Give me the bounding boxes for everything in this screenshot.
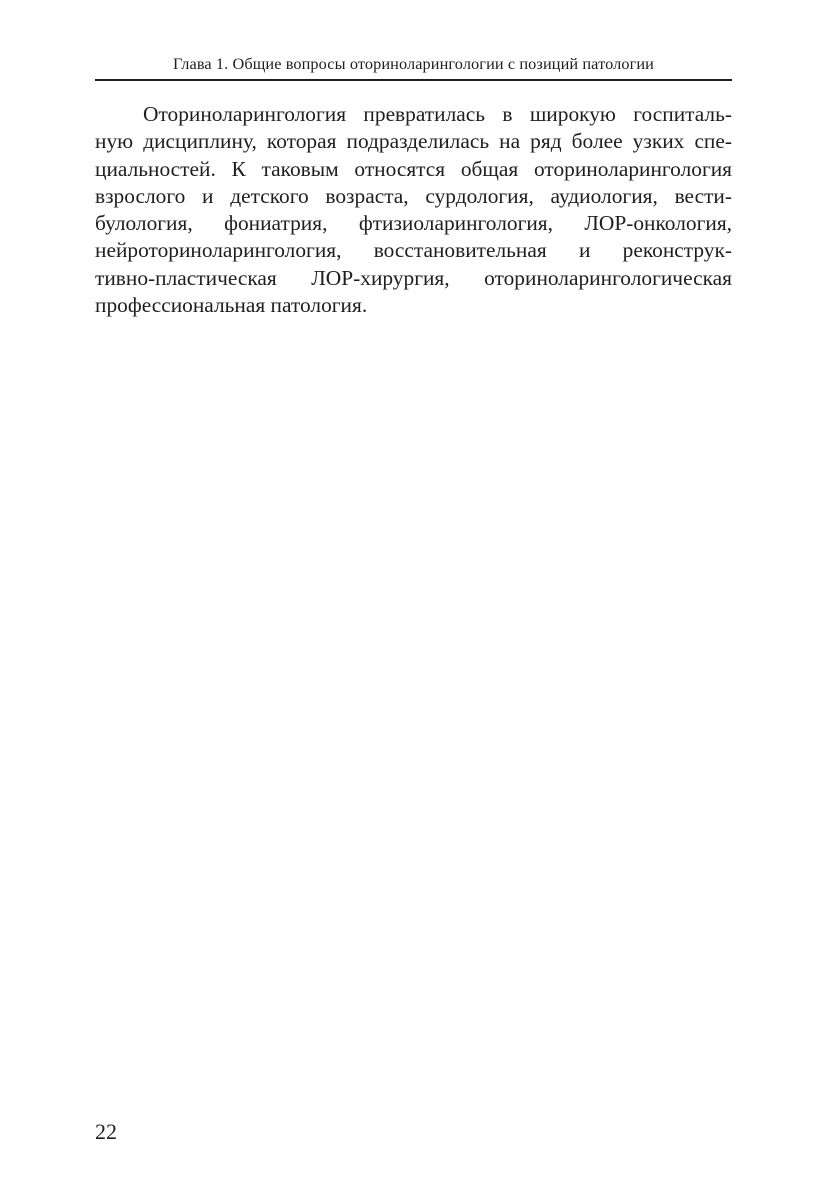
paragraph-line: циальностей. К таковым относятся общая оториноларингология [95,156,732,181]
paragraph-line: тивно-пластическая ЛОР-хирургия, оториноларингологическая [95,265,732,290]
running-header: Глава 1. Общие вопросы оториноларингологии с позиций патологии [173,54,654,73]
paragraph-line: нейроториноларингология, восстановительная и реконструк- [95,238,732,263]
paragraph-line: профессиональная патология. [95,293,368,318]
page-number: 22 [95,1119,117,1144]
paragraph-line: ную дисциплину, которая подразделилась на ряд более узких спе- [95,129,732,154]
paragraph-line: Оториноларингология превратилась в широкую госпиталь- [143,102,732,126]
paragraph-line: булология, фониатрия, фтизиоларингология, ЛОР-онкология, [95,211,732,236]
header-divider [95,79,732,81]
body-paragraph [95,101,732,319]
paragraph-line: взрослого и детского возраста, сурдология, аудиология, вести- [95,183,732,208]
